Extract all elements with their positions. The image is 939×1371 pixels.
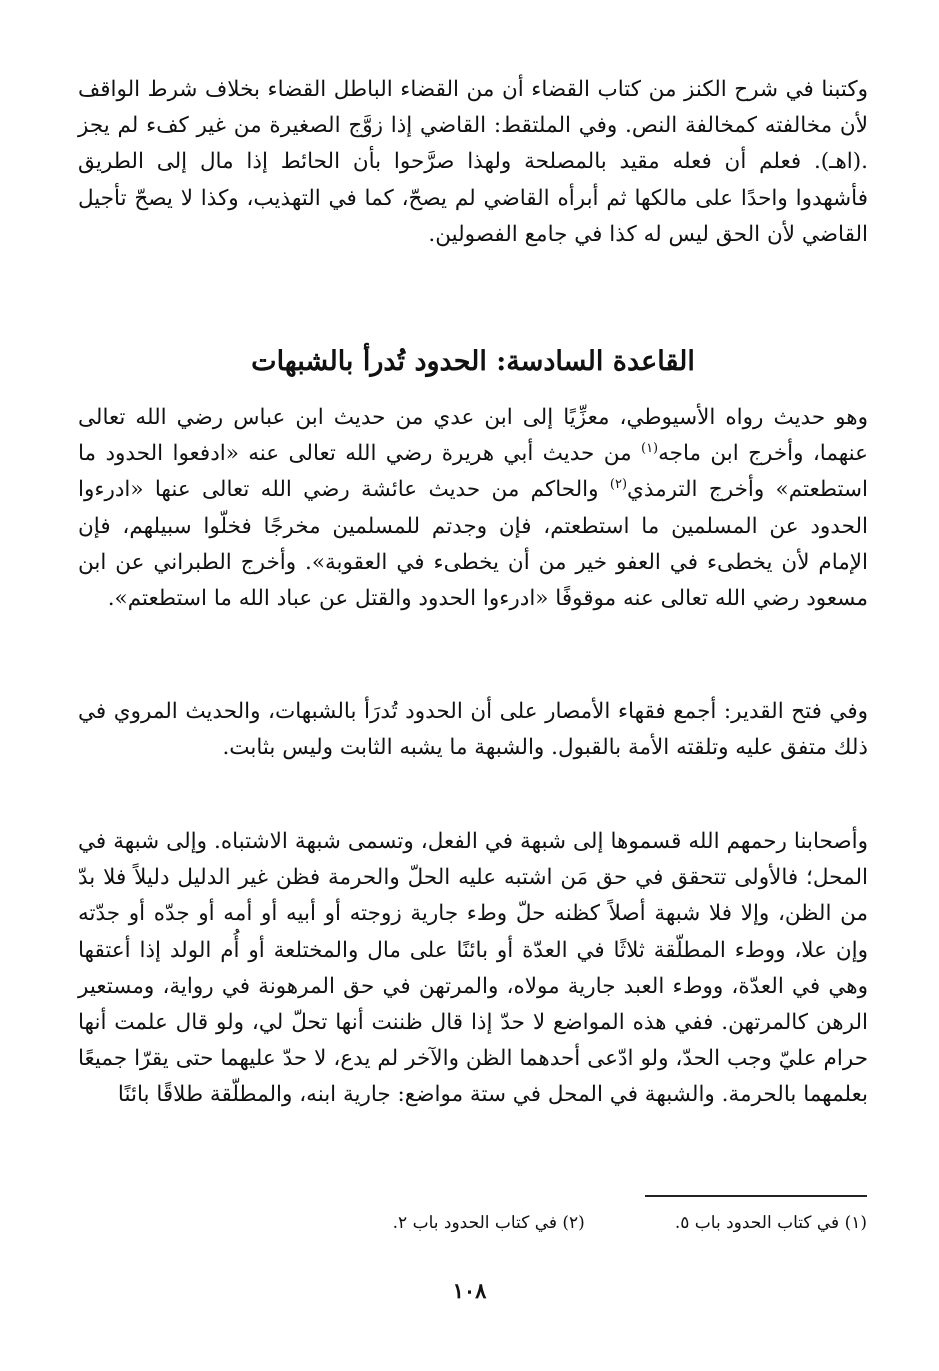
footnote-ref-2[interactable]: (٢)	[609, 477, 628, 493]
paragraph-fath-alqadir	[78, 694, 906, 766]
text-part: والحاكم من حديث عائشة رضي الله تعالى عنها «ادرءوا الحدود عن المسلمين ما استطعتم، فإن وجدتم للمسلمين مخرجًا فخلّوا سبيلهم، فإن الإمام لأن يخطىء في العفو خير من أن يخطىء في العقوبة». وأخرج الطبراني عن ابن مسعود رضي الله تعالى عنه موقوفًا «ادرءوا الحدود والقتل عن عباد الله ما استطعتم».	[78, 477, 868, 612]
page-number: ١٠٨	[452, 1278, 487, 1303]
paragraph-kanz-commentary	[78, 72, 906, 253]
footnote-marker: (٢)	[562, 1213, 585, 1233]
footnotes	[227, 1210, 867, 1236]
text-part: وهو حديث رواه الأسيوطي، معزِّيًا إلى ابن عدي من حديث ابن عباس رضي الله تعالى عنهما، وأخرج ابن ماجه	[78, 405, 868, 467]
footnote-text: في كتاب الحدود باب ٥.	[674, 1213, 840, 1233]
paragraph-hadith-sources	[78, 400, 906, 617]
footnote-text: في كتاب الحدود باب ٢.	[392, 1213, 557, 1233]
footnote-divider	[645, 1195, 867, 1197]
footnote-marker: (١)	[844, 1213, 867, 1233]
footnote-2	[393, 1210, 585, 1236]
paragraph-types-of-doubt	[78, 824, 906, 1114]
paragraph-text: وفي فتح القدير: أجمع فقهاء الأمصار على أن الحدود تُدرَأ بالشبهات، والحديث المروي في ذلك متفق عليه وتلقته الأمة بالقبول. والشبهة ما يشبه الثابت وليس بثابت.	[78, 699, 868, 761]
footnote-ref-1[interactable]: (١)	[640, 441, 659, 457]
paragraph-text: وكتبنا في شرح الكنز من كتاب القضاء أن من القضاء الباطل القضاء بخلاف شرط الواقف لأن مخالفته كمخالفة النص. وفي الملتقط: القاضي إذا زوَّج الصغيرة من غير كفء لم يجز .(اهـ). فعلم أن فعله مقيد بالمصلحة ولهذا صرَّحوا بأن الحائط إذا مال إلى الطريق فأشهدوا واحدًا على مالكها ثم أبرأه القاضي لم يصحّ، كما في التهذيب، وكذا لا يصحّ تأجيل القاضي لأن الحق ليس له كذا في جامع الفصولين.	[78, 77, 868, 247]
paragraph-text: وأصحابنا رحمهم الله قسموها إلى شبهة في الفعل، وتسمى شبهة الاشتباه. وإلى شبهة في المحل؛ فالأولى تتحقق في حق مَن اشتبه عليه الحلّ والحرمة فظن غير الدليل دليلاً فلا بدّ من الظن، وإلا فلا شبهة أصلاً كظنه حلّ وطء جارية زوجته أو أبيه أو أمه أو جدّه أو جدّته وإن علا، ووطء المطلّقة ثلاثًا في العدّة أو بائنًا على مال والمختلعة أو أُم الولد إذا أعتقها وهي في العدّة، ووطء العبد جارية مولاه، والمرتهن في حق المرهونة في رواية، ومستعير الرهن كالمرتهن. ففي هذه المواضع لا حدّ إذا قال ظننت أنها تحلّ لي، ولو قال علمت أنها حرام عليّ وجب الحدّ، ولو ادّعى أحدهما الظن والآخر لم يدع، لا حدّ عليهما حتى يقرّا جميعًا بعلمهما بالحرمة. والشبهة في المحل في ستة مواضع: جارية ابنه، والمطلّقة طلاقًا بائنًا	[78, 829, 868, 1108]
footnote-1	[675, 1210, 867, 1236]
text-part: من حديث أبي هريرة رضي الله تعالى عنه «ادفعوا الحدود ما استطعتم» وأخرج الترمذي	[78, 441, 868, 503]
paragraph-text	[78, 400, 868, 617]
section-heading: القاعدة السادسة: الحدود تُدرأ بالشبهات	[251, 346, 695, 377]
